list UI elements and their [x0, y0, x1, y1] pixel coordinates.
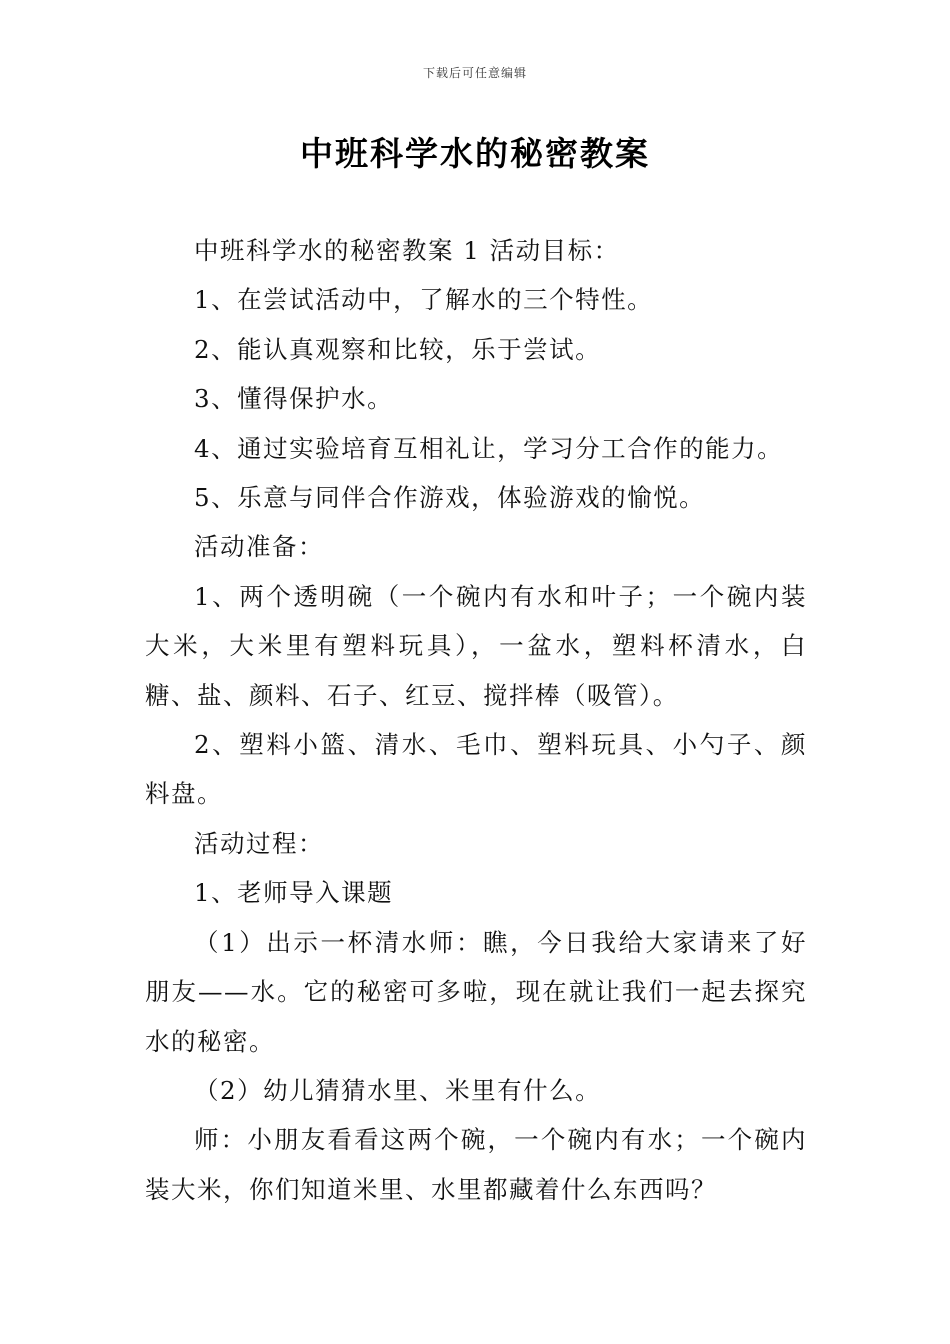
paragraph-activity-goals-heading: 中班科学水的秘密教案 1 活动目标：	[194, 236, 620, 265]
paragraph-process-heading: 活动过程：	[194, 828, 324, 858]
paragraph-preparation-heading: 活动准备：	[194, 532, 324, 562]
paragraph-goal-4: 4、通过实验培育互相礼让，学习分工合作的能力。	[194, 433, 784, 463]
paragraph-process-step-1-1: （1）出示一杯清水师：瞧，今日我给大家请来了好朋友——水。它的秘密可多啦，现在就让我们一起去探究水的秘密。	[145, 927, 807, 1056]
paragraph-preparation-1: 1、两个透明碗（一个碗内有水和叶子；一个碗内装大米，大米里有塑料玩具），一盆水，塑料杯清水，白糖、盐、颜料、石子、红豆、搅拌棒（吸管）。	[145, 581, 807, 710]
paragraph-goal-3: 3、懂得保护水。	[194, 384, 394, 414]
paragraph-process-step-1: 1、老师导入课题	[194, 878, 394, 908]
document-title: 中班科学水的秘密教案	[300, 134, 650, 173]
document-body	[145, 226, 807, 1214]
paragraph-preparation-2: 2、塑料小篮、清水、毛巾、塑料玩具、小勺子、颜料盘。	[145, 730, 807, 809]
paragraph-goal-5: 5、乐意与同伴合作游戏，体验游戏的愉悦。	[194, 483, 706, 513]
page-header-note: 下载后可任意编辑	[422, 66, 527, 80]
paragraph-teacher-question: 师：小朋友看看这两个碗，一个碗内有水；一个碗内装大米，你们知道米里、水里都藏着什么东西吗？	[145, 1125, 807, 1204]
paragraph-goal-1: 1、在尝试活动中，了解水的三个特性。	[194, 285, 654, 315]
paragraph-process-step-1-2: （2）幼儿猜猜水里、米里有什么。	[194, 1075, 602, 1105]
paragraph-goal-2: 2、能认真观察和比较，乐于尝试。	[194, 334, 602, 364]
